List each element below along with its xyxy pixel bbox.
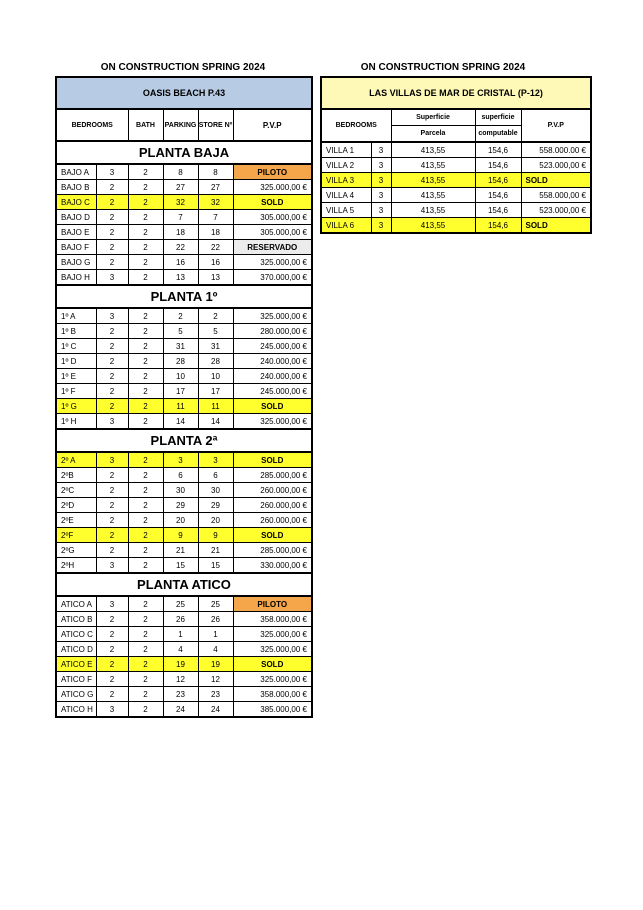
parcela-cell: 413,55 [391,188,475,203]
price-cell: 330.000,00 € [233,558,312,574]
price-cell: 240.000,00 € [233,354,312,369]
parking-cell: 18 [163,225,198,240]
unit-name: 2ºH [56,558,96,574]
villa-header-parcela: Parcela [391,126,475,143]
parking-cell: 15 [163,558,198,574]
price-cell: 325.000,00 € [233,627,312,642]
unit-name: BAJO F [56,240,96,255]
bedrooms-cell: 2 [96,240,128,255]
bath-cell: 2 [128,468,163,483]
store-cell: 7 [198,210,233,225]
section-row [56,429,312,452]
table-row [56,414,312,430]
bedrooms-cell: 2 [96,657,128,672]
villa-header-bedrooms: BEDROOMS [321,109,391,142]
store-cell: 25 [198,596,233,612]
bedrooms-cell: 2 [96,354,128,369]
parcela-cell: 413,55 [391,203,475,218]
parking-cell: 10 [163,369,198,384]
parking-cell: 11 [163,399,198,414]
table-row [56,384,312,399]
unit-name: BAJO H [56,270,96,286]
parking-cell: 7 [163,210,198,225]
parking-cell: 14 [163,414,198,430]
header-pvp: P.V.P [233,109,312,141]
villas-title: LAS VILLAS DE MAR DE CRISTAL (P-12) [321,77,591,109]
store-cell: 31 [198,339,233,354]
store-cell: 6 [198,468,233,483]
unit-name: 1º B [56,324,96,339]
bedrooms-cell: 2 [96,528,128,543]
bath-cell: 2 [128,369,163,384]
parcela-cell: 413,55 [391,158,475,173]
bedrooms-cell: 2 [96,513,128,528]
computable-cell: 154,6 [475,188,521,203]
store-cell: 19 [198,657,233,672]
price-cell: SOLD [233,528,312,543]
table-row [56,324,312,339]
bedrooms-cell: 2 [96,687,128,702]
parking-cell: 25 [163,596,198,612]
bedrooms-cell: 2 [96,543,128,558]
bath-cell: 2 [128,558,163,574]
store-cell: 28 [198,354,233,369]
bedrooms-cell: 2 [96,498,128,513]
bath-cell: 2 [128,399,163,414]
bath-cell: 2 [128,702,163,718]
unit-name: BAJO B [56,180,96,195]
table-row [321,173,591,188]
bath-cell: 2 [128,308,163,324]
parking-cell: 3 [163,452,198,468]
villa-price-cell: 558.000.00 € [521,142,591,158]
villa-price-cell: 558.000,00 € [521,188,591,203]
price-cell: 245.000,00 € [233,384,312,399]
price-cell: 358.000,00 € [233,687,312,702]
table-row [56,225,312,240]
price-cell: SOLD [233,657,312,672]
unit-name: 1º C [56,339,96,354]
price-cell: 325.000,00 € [233,255,312,270]
bath-cell: 2 [128,612,163,627]
computable-cell: 154,6 [475,142,521,158]
unit-name: ATICO C [56,627,96,642]
table-row [56,642,312,657]
price-cell: 260.000,00 € [233,513,312,528]
villa-price-cell: 523.000,00 € [521,158,591,173]
bedrooms-cell: 2 [96,672,128,687]
villa-header-computable: computable [475,126,521,143]
parking-cell: 20 [163,513,198,528]
villas-table [320,76,592,234]
computable-cell: 154,6 [475,158,521,173]
table-row [321,158,591,173]
store-cell: 30 [198,483,233,498]
bedrooms-cell: 3 [96,308,128,324]
parking-cell: 27 [163,180,198,195]
parking-cell: 8 [163,164,198,180]
unit-name: 2ºC [56,483,96,498]
table-row [321,142,591,158]
bedrooms-cell: 2 [96,324,128,339]
bedrooms-cell: 2 [96,195,128,210]
unit-name: 1º G [56,399,96,414]
price-cell: 325.000,00 € [233,672,312,687]
villa-name: VILLA 1 [321,142,371,158]
bath-cell: 2 [128,354,163,369]
parking-cell: 19 [163,657,198,672]
store-cell: 22 [198,240,233,255]
bedrooms-cell: 2 [96,399,128,414]
table-row [56,354,312,369]
unit-name: 2ºF [56,528,96,543]
store-cell: 32 [198,195,233,210]
bedrooms-cell: 3 [96,164,128,180]
villa-bedrooms-cell: 3 [371,173,391,188]
table-row [321,203,591,218]
parking-cell: 31 [163,339,198,354]
price-cell: PILOTO [233,596,312,612]
parking-cell: 16 [163,255,198,270]
store-cell: 9 [198,528,233,543]
parking-cell: 1 [163,627,198,642]
table-row [56,452,312,468]
price-cell: SOLD [233,399,312,414]
bedrooms-cell: 2 [96,180,128,195]
unit-name: 2ºG [56,543,96,558]
bath-cell: 2 [128,498,163,513]
unit-name: ATICO A [56,596,96,612]
bath-cell: 2 [128,225,163,240]
price-cell: 385.000,00 € [233,702,312,718]
left-heading: ON CONSTRUCTION SPRING 2024 [100,62,266,73]
bath-cell: 2 [128,255,163,270]
bath-cell: 2 [128,543,163,558]
store-cell: 11 [198,399,233,414]
unit-name: ATICO H [56,702,96,718]
section-title: PLANTA 2ª [56,429,312,452]
parking-cell: 29 [163,498,198,513]
unit-name: ATICO D [56,642,96,657]
price-cell: 285.000,00 € [233,543,312,558]
parcela-cell: 413,55 [391,218,475,234]
parking-cell: 21 [163,543,198,558]
villa-header-superficie: Superficie [391,109,475,126]
store-cell: 12 [198,672,233,687]
section-title: PLANTA 1º [56,285,312,308]
villa-name: VILLA 5 [321,203,371,218]
bath-cell: 2 [128,627,163,642]
store-cell: 18 [198,225,233,240]
unit-name: 1º E [56,369,96,384]
bedrooms-cell: 2 [96,612,128,627]
villa-price-cell: SOLD [521,218,591,234]
price-cell: 325.000,00 € [233,308,312,324]
bedrooms-cell: 2 [96,339,128,354]
price-cell: 370.000,00 € [233,270,312,286]
right-heading: ON CONSTRUCTION SPRING 2024 [360,62,526,73]
table-row [56,164,312,180]
villa-bedrooms-cell: 3 [371,142,391,158]
store-cell: 1 [198,627,233,642]
parcela-cell: 413,55 [391,142,475,158]
bath-cell: 2 [128,339,163,354]
section-row [56,573,312,596]
unit-name: 1º F [56,384,96,399]
parking-cell: 12 [163,672,198,687]
villa-bedrooms-cell: 3 [371,218,391,234]
price-cell: 305.000,00 € [233,225,312,240]
price-cell: RESERVADO [233,240,312,255]
store-cell: 27 [198,180,233,195]
store-cell: 20 [198,513,233,528]
parking-cell: 30 [163,483,198,498]
store-cell: 5 [198,324,233,339]
store-cell: 13 [198,270,233,286]
bath-cell: 2 [128,596,163,612]
table-row [56,543,312,558]
bedrooms-cell: 3 [96,702,128,718]
table-row [56,672,312,687]
computable-cell: 154,6 [475,173,521,188]
table-row [56,498,312,513]
price-cell: 285.000,00 € [233,468,312,483]
table-row [56,657,312,672]
table-row [56,195,312,210]
bath-cell: 2 [128,687,163,702]
unit-name: BAJO A [56,164,96,180]
table-row [56,702,312,718]
store-cell: 2 [198,308,233,324]
price-cell: 305.000,00 € [233,210,312,225]
bedrooms-cell: 2 [96,384,128,399]
table-row [56,483,312,498]
unit-name: 2ºB [56,468,96,483]
parking-cell: 22 [163,240,198,255]
price-cell: SOLD [233,452,312,468]
villa-header-superficie-computable: superficie [475,109,521,126]
table-row [56,399,312,414]
parking-cell: 26 [163,612,198,627]
table-row [56,627,312,642]
bath-cell: 2 [128,164,163,180]
parking-cell: 28 [163,354,198,369]
parcela-cell: 413,55 [391,173,475,188]
bath-cell: 2 [128,195,163,210]
parking-cell: 4 [163,642,198,657]
villa-name: VILLA 6 [321,218,371,234]
bath-cell: 2 [128,240,163,255]
villa-price-cell: 523.000,00 € [521,203,591,218]
section-title: PLANTA BAJA [56,141,312,164]
table-row [56,528,312,543]
price-cell: 245.000,00 € [233,339,312,354]
parking-cell: 5 [163,324,198,339]
bedrooms-cell: 3 [96,452,128,468]
bedrooms-cell: 2 [96,225,128,240]
bath-cell: 2 [128,180,163,195]
unit-name: BAJO E [56,225,96,240]
oasis-beach-table [55,76,313,718]
unit-name: 2ºD [56,498,96,513]
price-cell: 325.000,00 € [233,414,312,430]
table-row [56,513,312,528]
price-cell: 358.000,00 € [233,612,312,627]
bedrooms-cell: 2 [96,627,128,642]
bedrooms-cell: 3 [96,414,128,430]
price-cell: 325.000,00 € [233,180,312,195]
unit-name: ATICO B [56,612,96,627]
table-row [56,339,312,354]
price-cell: 260.000,00 € [233,483,312,498]
unit-name: 1º A [56,308,96,324]
price-cell: 260.000,00 € [233,498,312,513]
header-parking: PARKING [163,109,198,141]
store-cell: 8 [198,164,233,180]
bath-cell: 2 [128,414,163,430]
price-cell: SOLD [233,195,312,210]
bath-cell: 2 [128,513,163,528]
oasis-beach-title: OASIS BEACH P.43 [56,77,312,109]
unit-name: 1º D [56,354,96,369]
bedrooms-cell: 2 [96,369,128,384]
parking-cell: 32 [163,195,198,210]
unit-name: 2º A [56,452,96,468]
unit-name: ATICO G [56,687,96,702]
header-bath: BATH [128,109,163,141]
unit-name: 1º H [56,414,96,430]
store-cell: 21 [198,543,233,558]
bedrooms-cell: 2 [96,642,128,657]
table-row [56,369,312,384]
unit-name: ATICO F [56,672,96,687]
bedrooms-cell: 2 [96,255,128,270]
parking-cell: 23 [163,687,198,702]
bath-cell: 2 [128,528,163,543]
bath-cell: 2 [128,324,163,339]
bath-cell: 2 [128,672,163,687]
header-bedrooms: BEDROOMS [56,109,128,141]
store-cell: 16 [198,255,233,270]
store-cell: 24 [198,702,233,718]
parking-cell: 13 [163,270,198,286]
villa-bedrooms-cell: 3 [371,188,391,203]
bath-cell: 2 [128,384,163,399]
store-cell: 17 [198,384,233,399]
parking-cell: 17 [163,384,198,399]
section-row [56,285,312,308]
table-row [56,612,312,627]
table-row [56,255,312,270]
villa-bedrooms-cell: 3 [371,203,391,218]
bath-cell: 2 [128,483,163,498]
table-row [56,270,312,286]
bath-cell: 2 [128,642,163,657]
villa-price-cell: SOLD [521,173,591,188]
computable-cell: 154,6 [475,203,521,218]
store-cell: 10 [198,369,233,384]
table-row [56,308,312,324]
bath-cell: 2 [128,210,163,225]
table-row [56,596,312,612]
store-cell: 14 [198,414,233,430]
table-row [56,468,312,483]
table-row [321,188,591,203]
store-cell: 4 [198,642,233,657]
unit-name: BAJO G [56,255,96,270]
parking-cell: 24 [163,702,198,718]
unit-name: BAJO C [56,195,96,210]
villa-bedrooms-cell: 3 [371,158,391,173]
section-title: PLANTA ATICO [56,573,312,596]
bedrooms-cell: 2 [96,210,128,225]
price-cell: PILOTO [233,164,312,180]
store-cell: 26 [198,612,233,627]
store-cell: 15 [198,558,233,574]
bedrooms-cell: 3 [96,558,128,574]
price-cell: 325.000,00 € [233,642,312,657]
table-row [56,180,312,195]
table-row [56,687,312,702]
computable-cell: 154,6 [475,218,521,234]
bedrooms-cell: 2 [96,483,128,498]
bath-cell: 2 [128,657,163,672]
table-row [56,558,312,574]
parking-cell: 2 [163,308,198,324]
price-cell: 240.000,00 € [233,369,312,384]
unit-name: 2ºE [56,513,96,528]
bedrooms-cell: 3 [96,270,128,286]
header-store: STORE Nº [198,109,233,141]
store-cell: 23 [198,687,233,702]
table-row [56,210,312,225]
villa-name: VILLA 3 [321,173,371,188]
store-cell: 29 [198,498,233,513]
villa-name: VILLA 4 [321,188,371,203]
bedrooms-cell: 3 [96,596,128,612]
villa-name: VILLA 2 [321,158,371,173]
table-row [321,218,591,234]
section-row [56,141,312,164]
price-cell: 280.000,00 € [233,324,312,339]
parking-cell: 9 [163,528,198,543]
parking-cell: 6 [163,468,198,483]
store-cell: 3 [198,452,233,468]
bath-cell: 2 [128,270,163,286]
unit-name: ATICO E [56,657,96,672]
unit-name: BAJO D [56,210,96,225]
table-row [56,240,312,255]
bedrooms-cell: 2 [96,468,128,483]
bath-cell: 2 [128,452,163,468]
villa-header-pvp: P.V.P [521,109,591,142]
